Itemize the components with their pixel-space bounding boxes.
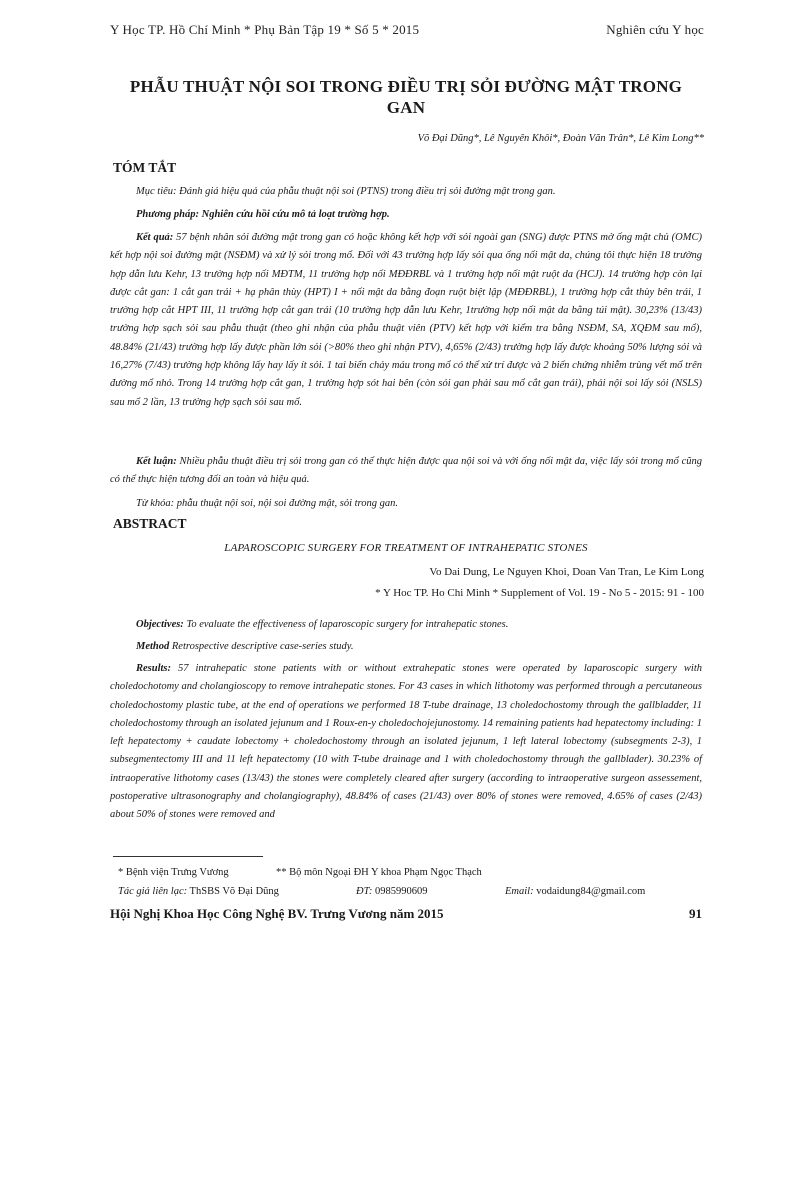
results-text: 57 bệnh nhân sỏi đường mật trong gan có hoặc không kết hợp với sỏi ngoài gan (SNG) được PTNS mở ống mật chủ (OMC) kết hợp nội soi đường mật (NSĐM) và xử lý sỏi trong mổ. Đối với 43 trường hợp lấy sỏi qua ống nối mật da, chúng tôi thực hiện 18 trường hợp dẫn lưu Kehr, 13 trường hợp nối MĐTM, 11 trường hợp nối MĐĐRBL và 1 trường hợp nối mật ruột da (HCJ). 14 trường hợp còn lại được cắt gan: 1 cắt gan trái + hạ phân thùy (HPT) I + nối mật da bằng đoạn ruột biệt lập (MĐĐRBL), 1 trường hợp cắt thùy bên trái, 1 trường hợp cắt HPT III, 11 trường hợp cắt gan trái (10 trường hợp dẫn lưu Kehr, 1trường hợp nối mật da bằng túi mật). 30,23% (13/43) trường hợp sạch sỏi sau phẫu thuật (theo ghi nhận của phẫu thuật viên (PTV) kết hợp với kiểm tra bằng NSĐM, SA, XQĐM sau mổ), 48.84% (21/43) trường hợp lấy được phần lớn sỏi (>80% theo ghi nhận PTV), 4,65% (2/43) trường hợp lấy được khoảng 50% lượng sỏi và 16,27% (7/43) trường hợp không lấy hay lấy ít sỏi. 1 tai biến chảy máu trong mổ có thể xử trí được và 2 biến chứng nhiễm trùng vết mổ trên đường mổ nhỏ. Trong 14 trường hợp cắt gan, 1 trường hợp sót hai bên (còn sỏi gan phải sau mổ cắt gan trái), phải nội soi lấy sỏi (NSLS) sau mổ 2 lần, 13 trường hợp sạch sỏi sau mổ. bbox=[110, 232, 702, 408]
footnote-phone bbox=[356, 886, 427, 897]
summary-keywords bbox=[110, 495, 702, 513]
method-text: Nghiên cứu hồi cứu mô tả loạt trường hợp. bbox=[198, 209, 390, 220]
results-label: Kết quả: bbox=[136, 232, 174, 243]
en-method-text: Retrospective descriptive case-series study. bbox=[169, 641, 354, 652]
footnote-contact bbox=[118, 886, 279, 897]
abstract-results bbox=[110, 660, 702, 825]
abstract-authors: Vo Dai Dung, Le Nguyen Khoi, Doan Van Tran, Le Kim Long bbox=[429, 566, 704, 578]
conclusion-label: Kết luận: bbox=[136, 456, 177, 467]
running-header-section: Nghiên cứu Y học bbox=[606, 22, 704, 37]
abstract-title: LAPAROSCOPIC SURGERY FOR TREATMENT OF INTRAHEPATIC STONES bbox=[224, 542, 588, 554]
summary-results bbox=[110, 229, 702, 412]
keywords-text: phẫu thuật nội soi, nội soi đường mật, sỏi trong gan. bbox=[174, 498, 398, 509]
footnote-affiliation-2: ** Bộ môn Ngoại ĐH Y khoa Phạm Ngọc Thạch bbox=[276, 867, 482, 878]
footnote-email bbox=[505, 886, 645, 897]
page-number: 91 bbox=[689, 906, 702, 921]
objective-label: Mục tiêu: bbox=[136, 186, 177, 197]
en-results-label: Results: bbox=[136, 663, 172, 674]
en-results-text: 57 intrahepatic stone patients with or without extrahepatic stones were operated by laparoscopic surgery with choledochotomy and cholangioscopy to remove intrahepatic stones. For 43 cases in which lithotomy was performed through a percutaneous choledochostomy plastic tube, at the end of operations we performed 18 T-tube drainage, 13 choledochostomy through the gallbladder, 11 choledochostomy through an isolated jejunum and 1 Roux-en-y choledochojejunostomy. 14 remaining patients had hepatectomy including: 1 left hepatectomy + caudate lobectomy + choledochostomy through an isolated jejunum, 1 left lateral lobectomy (subsegments 2-3), 1 subsegmentectomy III and 11 left hepatectomy (10 with T-tube drainage and 1 with choledochostomy through the gallblader). 30.23% of intraoperative lithotomy cases (13/43) the stones were completely cleared after surgery (according to intraoperative surgeon assessement, postoperative ultrasonography and cholangiography), 48.84% of cases (21/43) over 80% of stones were removed, 4.65% of cases (2/43) about 50% of stones were removed and bbox=[110, 663, 702, 821]
summary-conclusion bbox=[110, 453, 702, 490]
keywords-label: Từ khóa: bbox=[136, 498, 175, 509]
running-header-journal: Y Học TP. Hồ Chí Minh * Phụ Bản Tập 19 * Số 5 * 2015 bbox=[110, 22, 420, 37]
en-objective-text: To evaluate the effectiveness of laparoscopic surgery for intrahepatic stones. bbox=[183, 619, 509, 630]
en-objective-label: Objectives: bbox=[136, 619, 184, 630]
summary-objective bbox=[110, 183, 702, 201]
footnote-affiliation-1: * Bệnh viện Trưng Vương bbox=[118, 867, 229, 878]
abstract-citation: * Y Hoc TP. Ho Chi Minh * Supplement of Vol. 19 - No 5 - 2015: 91 - 100 bbox=[375, 587, 704, 599]
email-value: vodaidung84@gmail.com bbox=[533, 886, 646, 897]
phone-label: ĐT: bbox=[356, 886, 373, 897]
authors-vi: Võ Đại Dũng*, Lê Nguyên Khôi*, Đoàn Văn Trân*, Lê Kim Long** bbox=[417, 133, 704, 144]
method-label: Phương pháp: bbox=[136, 209, 199, 220]
footnote-rule bbox=[113, 856, 263, 857]
en-method-label: Method bbox=[136, 641, 170, 652]
email-label: Email: bbox=[505, 886, 534, 897]
abstract-heading: ABSTRACT bbox=[113, 516, 187, 531]
contact-name: ThSBS Võ Đại Dũng bbox=[187, 886, 279, 897]
contact-label: Tác giả liên lạc: bbox=[118, 886, 188, 897]
objective-text: Đánh giá hiệu quả của phẫu thuật nội soi (PTNS) trong điều trị sỏi đường mật trong gan. bbox=[176, 186, 556, 197]
footer-conference: Hội Nghị Khoa Học Công Nghệ BV. Trưng Vương năm 2015 bbox=[110, 906, 444, 921]
abstract-method bbox=[110, 638, 702, 656]
summary-heading: TÓM TẮT bbox=[113, 160, 177, 175]
phone-value: 0985990609 bbox=[372, 886, 428, 897]
abstract-objective bbox=[110, 616, 702, 634]
conclusion-text: Nhiều phẫu thuật điều trị sỏi trong gan có thể thực hiện được qua nội soi và với ống nối mật da, việc lấy sỏi trong mổ cũng có thể thực hiện tương đối an toàn và hiệu quả. bbox=[110, 456, 702, 486]
summary-method bbox=[110, 206, 702, 224]
article-title: PHẪU THUẬT NỘI SOI TRONG ĐIỀU TRỊ SỎI ĐƯỜNG MẬT TRONG GAN bbox=[129, 77, 683, 117]
